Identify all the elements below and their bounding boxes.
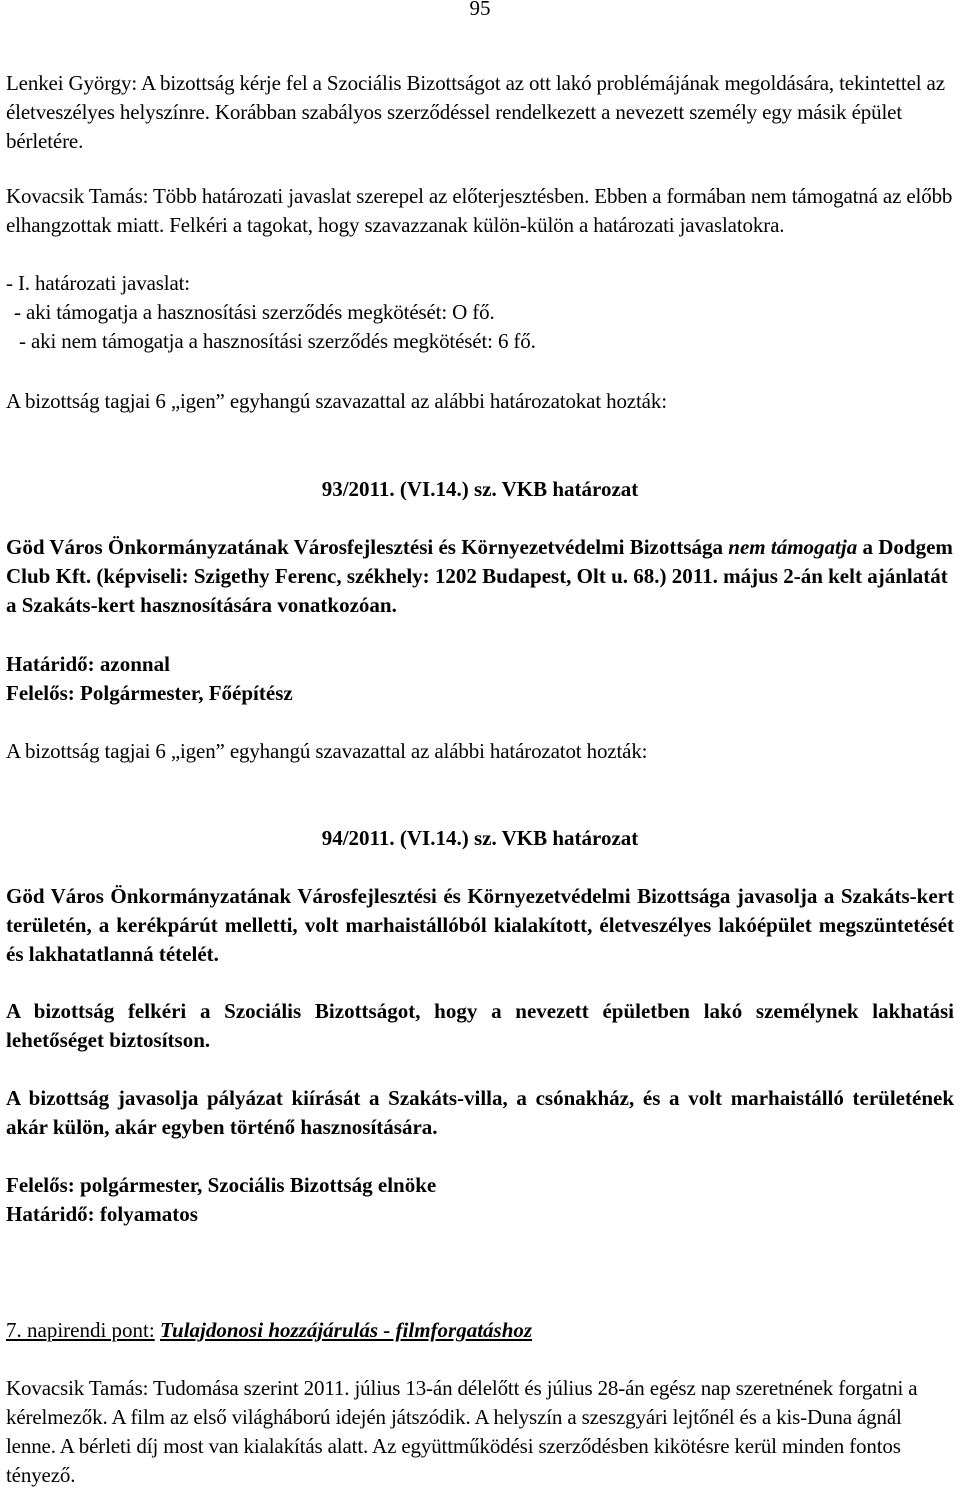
paragraph-text: Tudomása szerint 2011. július 13-án délelőtt és július 28-án egész nap szeretnének forgatni a kérelmezők. A film az első világháború idején játszódik. A helyszín a szeszgyári lejtőnél és a kis-Duna ágnál lenne. A bérleti díj most van kialakítás alatt. Az együttműködési szerződésben kikötésre kerül minden fontos tényező. bbox=[6, 1376, 918, 1487]
agenda-title: Tulajdonosi hozzájárulás - filmforgatáshoz bbox=[159, 1318, 533, 1342]
resolution-93-deadline: Határidő: azonnal bbox=[6, 652, 170, 676]
speaker-name: Kovacsik Tamás: bbox=[6, 1376, 149, 1400]
vote-result-1: A bizottság tagjai 6 „igen” egyhangú szavazattal az alábbi határozatokat hozták: bbox=[6, 389, 667, 413]
paragraph-text: A bizottság kérje fel a Szociális Bizottságot az ott lakó problémájának megoldására, tekintettel az életveszélyes helyszínre. Korábban szabályos szerződéssel rendelkezett a nevezett személy egy másik épület bérletére. bbox=[6, 71, 945, 153]
paragraph-lenkei bbox=[6, 69, 954, 156]
resolution-94-para1: Göd Város Önkormányzatának Városfejlesztési és Környezetvédelmi Bizottsága javasolja a Szakáts-kert területén, a kerékpárút melletti, volt marhaistállóból kialakított, életveszélyes lakóépület megszüntetését és lakhatatlanná tételét. bbox=[6, 884, 954, 966]
emphasis: nem támogatja bbox=[728, 535, 858, 559]
speaker-name: Lenkei György: bbox=[6, 71, 138, 95]
resolution-93-text: Göd Város Önkormányzatának Városfejlesztési és Környezetvédelmi Bizottsága nem támogatja a Dodgem Club Kft. (képviseli: Szigethy Ferenc, székhely: 1202 Budapest, Olt u. 68.) 2011. május 2-án kelt ajánlatát a Szakáts-kert hasznosítására vonatkozóan. bbox=[6, 535, 953, 617]
paragraph-kovacsik bbox=[6, 182, 954, 240]
agenda-heading bbox=[6, 1316, 954, 1345]
page-number: 95 bbox=[469, 0, 491, 20]
resolution-94-para2: A bizottság felkéri a Szociális Bizottságot, hogy a nevezett épületben lakó személynek lakhatási lehetőséget biztosítson. bbox=[6, 999, 954, 1052]
resolution-94-para3: A bizottság javasolja pályázat kiírását a Szakáts-villa, a csónakház, és a volt marhaistálló területének akár külön, akár egyben történő hasznosítására. bbox=[6, 1086, 954, 1139]
resolution-94-responsible: Felelős: polgármester, Szociális Bizottság elnöke bbox=[6, 1173, 437, 1197]
vote-yes-line: - aki támogatja a hasznosítási szerződés megkötését: O fő. bbox=[14, 300, 495, 324]
resolution-93-title: 93/2011. (VI.14.) sz. VKB határozat bbox=[321, 477, 639, 501]
vote-result-2: A bizottság tagjai 6 „igen” egyhangú szavazattal az alábbi határozatot hozták: bbox=[6, 739, 648, 763]
speaker-name: Kovacsik Tamás: bbox=[6, 184, 149, 208]
resolution-93-responsible: Felelős: Polgármester, Főépítész bbox=[6, 681, 293, 705]
resolution-94-deadline: Határidő: folyamatos bbox=[6, 1202, 198, 1226]
agenda-number: 7. napirendi pont: bbox=[6, 1318, 155, 1342]
paragraph-text: Több határozati javaslat szerepel az előterjesztésben. Ebben a formában nem támogatná az előbb elhangzottak miatt. Felkéri a tagokat, hogy szavazzanak külön-külön a határozati javaslatokra. bbox=[6, 184, 953, 237]
paragraph-kovacsik-film bbox=[6, 1374, 954, 1490]
vote-no-line: - aki nem támogatja a hasznosítási szerződés megkötését: 6 fő. bbox=[19, 329, 536, 353]
resolution-item-heading: - I. határozati javaslat: bbox=[6, 271, 190, 295]
resolution-94-title: 94/2011. (VI.14.) sz. VKB határozat bbox=[321, 826, 639, 850]
